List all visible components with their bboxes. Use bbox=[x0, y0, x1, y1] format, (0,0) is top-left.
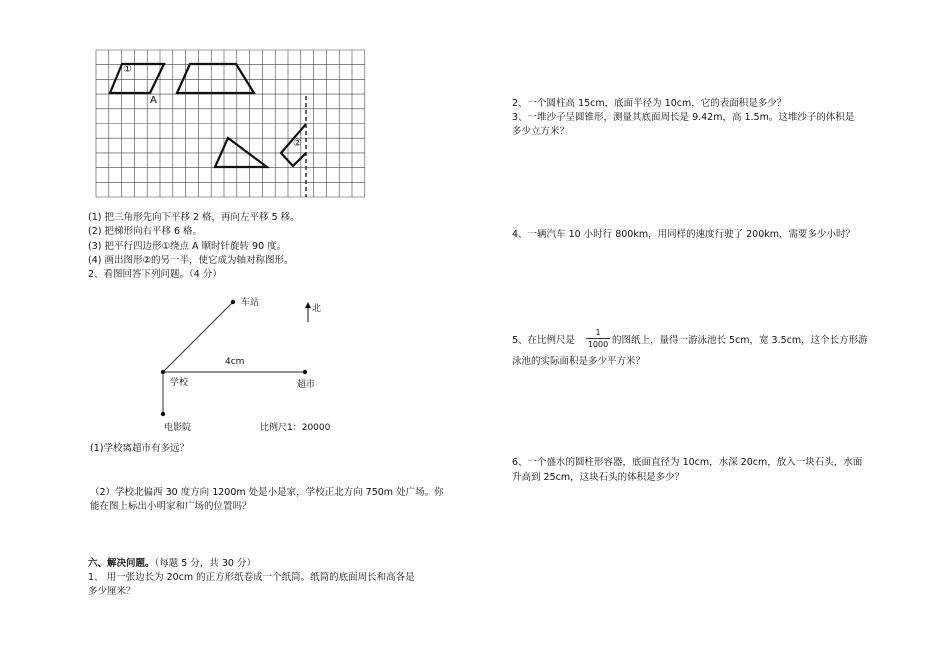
half-shape-label: ② bbox=[293, 138, 302, 149]
fraction-bar bbox=[586, 338, 610, 339]
problem-3-line-2: 多少立方米？ bbox=[512, 126, 570, 137]
instruction-4: (4) 画出图形②的另一半，使它成为轴对称图形。 bbox=[88, 255, 294, 266]
question-2-sub-1: (1)学校离超市有多远？ bbox=[90, 443, 189, 454]
problem-5-line-2: 泳池的实际面积是多少平方米？ bbox=[512, 356, 646, 367]
problem-5-before: 5、在比例尺是 bbox=[512, 335, 576, 346]
cinema-label: 电影院 bbox=[164, 423, 192, 433]
distance-label: 4cm bbox=[225, 357, 245, 367]
instruction-1: (1) 把三角形先向下平移 2 格，再向左平移 5 移。 bbox=[88, 212, 300, 223]
school-dot bbox=[161, 370, 165, 374]
fraction-denominator: 1000 bbox=[587, 340, 609, 349]
question-2-sub-2-line-2: 能在图上标出小明家和广场的位置吗？ bbox=[90, 501, 252, 512]
problem-4: 4、一辆汽车 10 小时行 800km，用同样的速度行驶了 200km，需要多少小时？ bbox=[512, 229, 855, 240]
supermarket-label: 超市 bbox=[297, 380, 316, 390]
section-6-note: （每题 5 分，共 30 分） bbox=[154, 558, 256, 569]
north-label: 北 bbox=[312, 304, 322, 314]
section-6-heading bbox=[88, 557, 256, 571]
fraction-numerator: 1 bbox=[595, 328, 601, 337]
problem-1-line-2: 多少厘米？ bbox=[88, 586, 136, 597]
cinema-dot bbox=[161, 412, 165, 416]
school-label: 学校 bbox=[170, 378, 189, 388]
problem-5-after: 的图纸上，量得一游泳池长 5cm，宽 3.5cm，这个长方形游 bbox=[612, 335, 868, 346]
problem-3-line-1: 3、一堆沙子呈圆锥形，测量其底面周长是 9.42m，高 1.5m。这堆沙子的体积是 bbox=[512, 112, 855, 123]
problem-6-line-2: 升高到 25cm，这块石头的体积是多少？ bbox=[512, 472, 685, 483]
station-label: 车站 bbox=[241, 298, 260, 308]
parallelogram-label: ① bbox=[123, 64, 132, 75]
problem-6-line-1: 6、一个盛水的圆柱形容器，底面直径为 10cm，水深 20cm，放入一块石头，水面 bbox=[512, 457, 863, 468]
problem-2: 2、一个圆柱高 15cm，底面半径为 10cm，它的表面积是多少？ bbox=[512, 98, 787, 109]
question-2-heading: 2、看图回答下列问题。（4 分） bbox=[88, 269, 222, 280]
point-a-label: A bbox=[150, 95, 157, 106]
scale-label: 比例尺1：20000 bbox=[260, 423, 331, 433]
school-station-line bbox=[163, 302, 233, 372]
problem-1-line-1: 1、 用一张边长为 20cm 的正方形纸卷成一个纸筒。纸筒的底面周长和高各是 bbox=[88, 572, 415, 583]
instruction-3: (3) 把平行四边形①绕点 A 顺时针旋转 90 度。 bbox=[88, 241, 287, 252]
problem-5-fraction bbox=[586, 328, 610, 349]
section-6-title: 六、解决问题。 bbox=[88, 558, 155, 569]
station-dot bbox=[231, 300, 235, 304]
question-2-sub-2-line-1: （2）学校北偏西 30 度方向 1200m 处是小是家，学校正北方向 750m 处广场。你 bbox=[90, 487, 444, 498]
north-arrow-head bbox=[305, 302, 311, 308]
market-dot bbox=[303, 370, 307, 374]
instruction-2: (2) 把梯形向右平移 6 格。 bbox=[88, 226, 203, 237]
